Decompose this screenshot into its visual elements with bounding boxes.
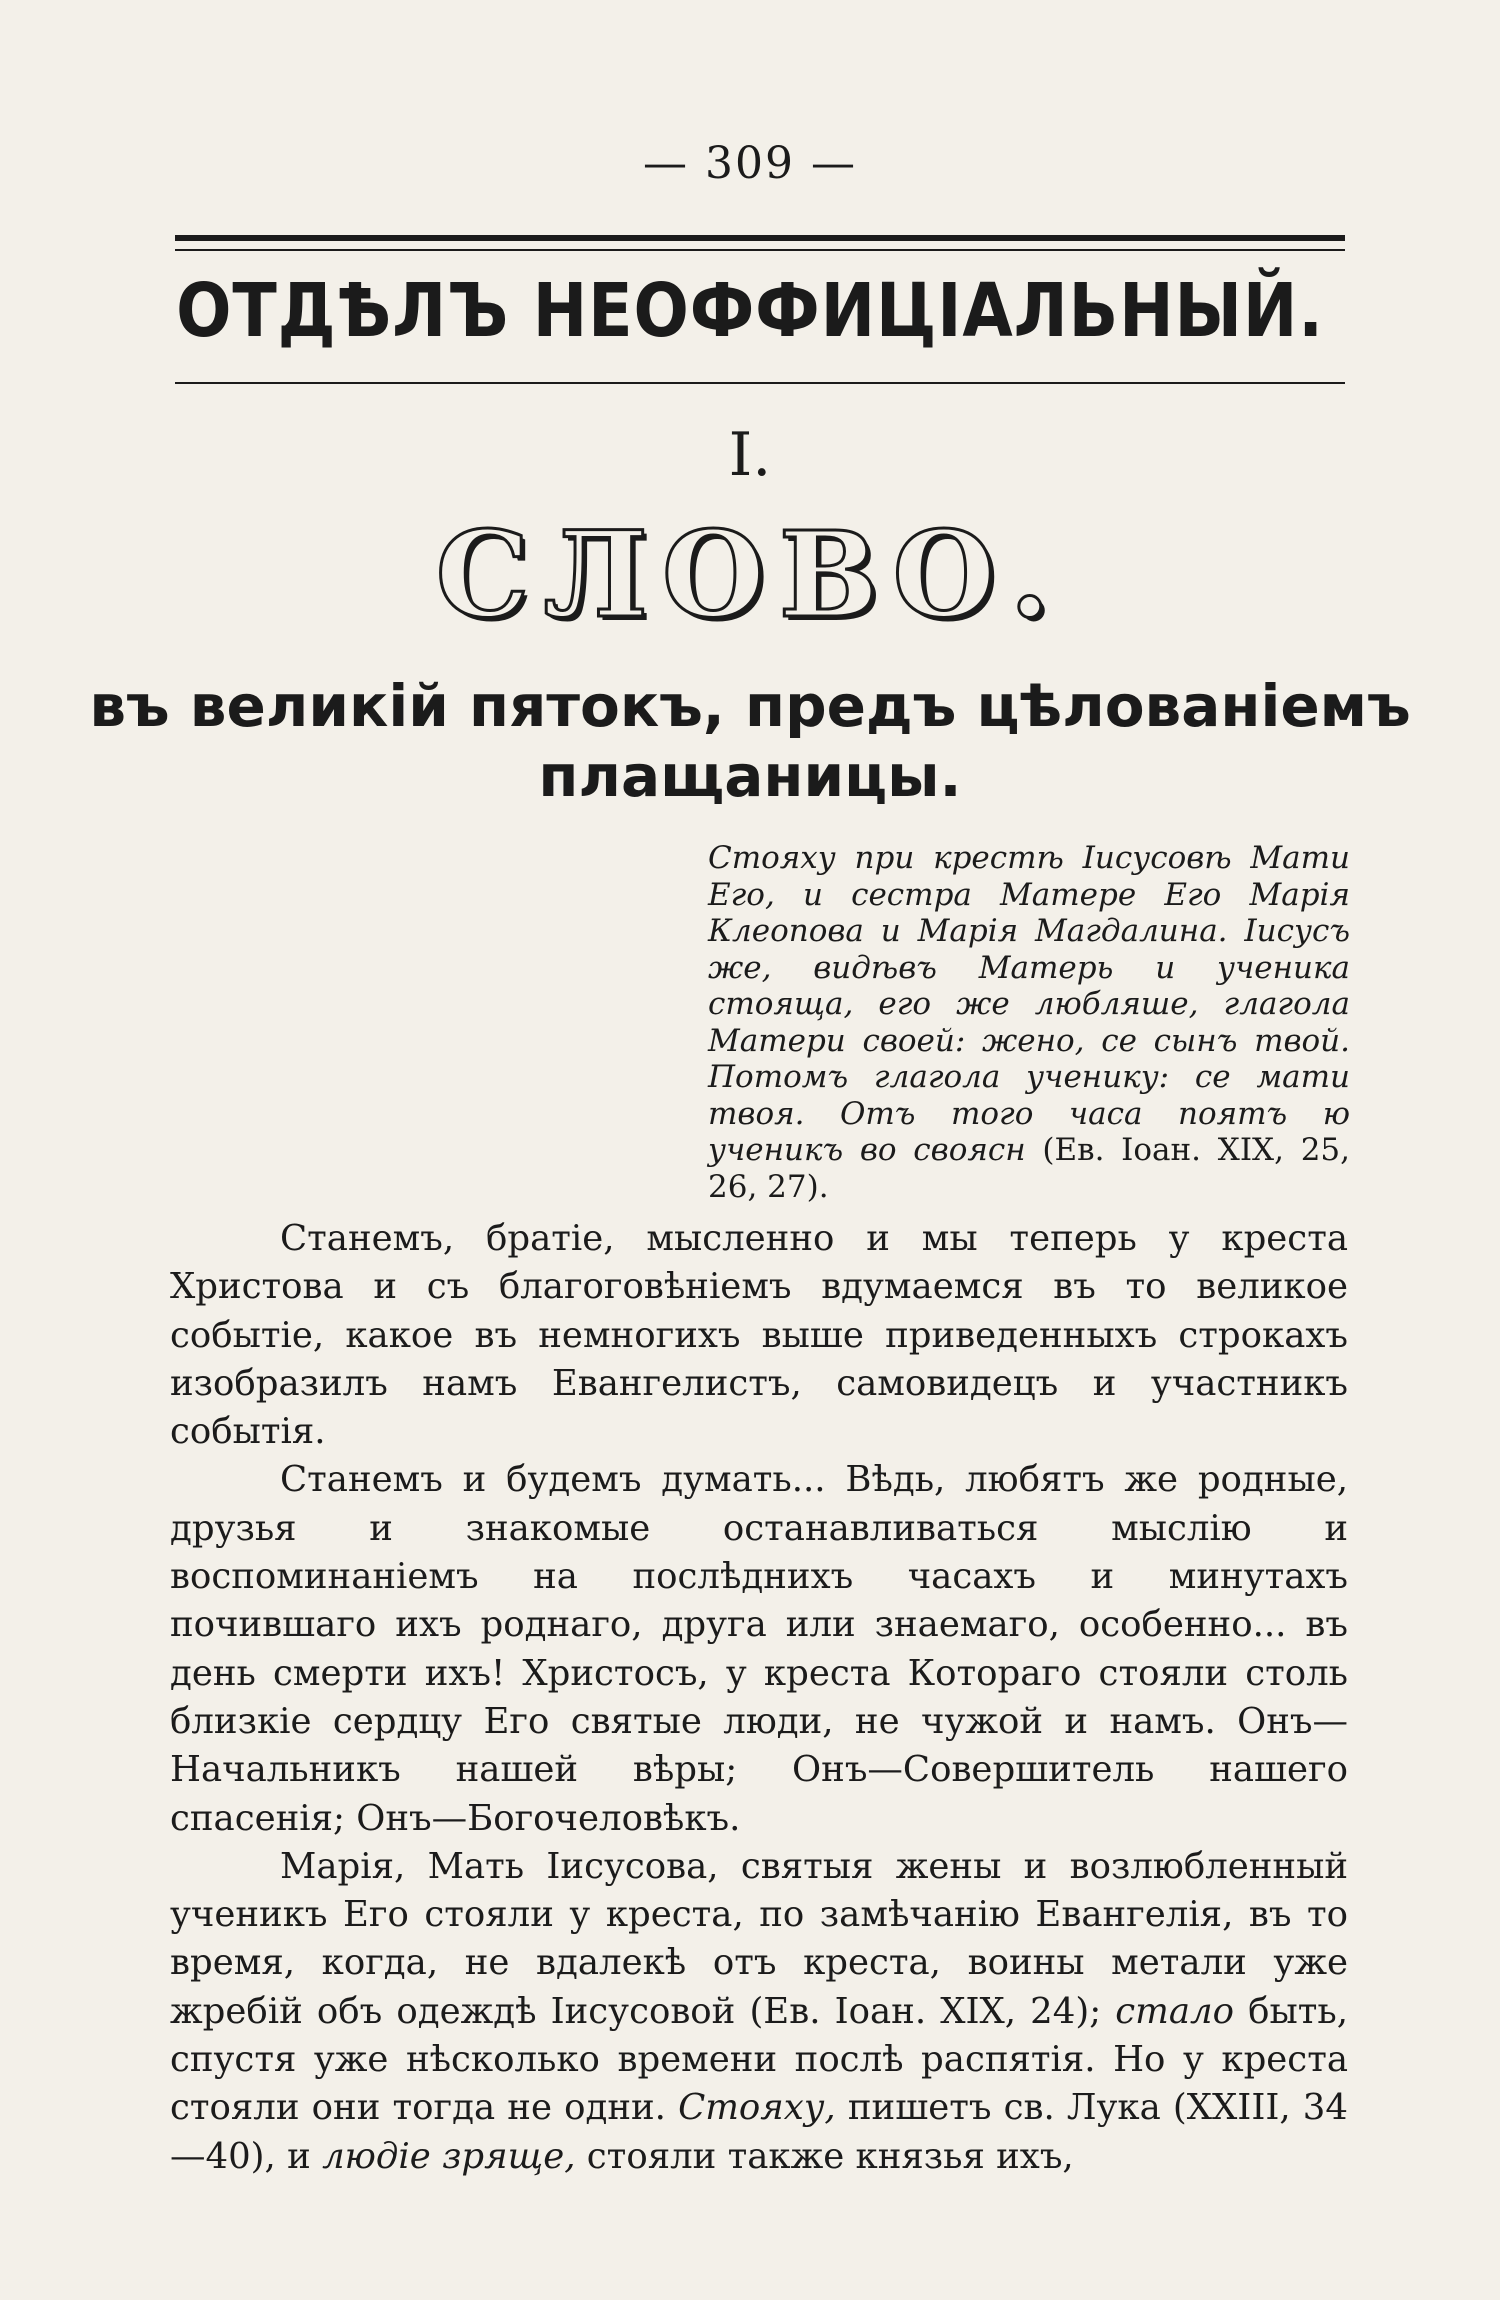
body-text [170,1215,1348,2181]
epigraph-reference: (Ев. Іоан. XIX, 25, 26, 27). [708,1132,1350,1205]
paragraph-3-italic-3: людіе зряще, [322,2135,576,2177]
paragraph-3-part-2: быть, спустя уже нѣсколько времени послѣ распятія. Но у креста стояли они тогда не одни. [170,1990,1348,2129]
paragraph-2: Станемъ и будемъ думать... Вѣдь, любятъ же родные, друзья и знакомые останавливаться мыслію и воспоминаніемъ на послѣднихъ часахъ и минутахъ почившаго ихъ роднаго, друга или знаемаго, особенно... въ день смерти ихъ! Христосъ, у креста Котораго стояли столь близкіе сердцу Его святые люди, не чужой и намъ. Онъ—Начальникъ нашей вѣры; Онъ—Совершитель нашего спасенія; Онъ—Богочеловѣкъ. [170,1459,1348,1839]
paragraph-3 [170,1843,1348,2181]
epigraph [708,840,1350,1205]
heading-bottom-rule [175,382,1345,384]
epigraph-text: Стояху при крестѣ Іисусовѣ Мати Его, и сестра Матере Его Марія Клеопова и Марія Магдалина. Іисусъ же, видѣвъ Матерь и ученика стояща, его же любляше, глагола Матери своей: жено, се сынъ твой. Потомъ глагола ученику: се мати твоя. Отъ того часа поятъ ю ученикъ во своясн [708,840,1350,1168]
paragraph-3-italic-2: Стояху, [678,2087,836,2129]
paragraph-3-part-4: стояли также князья ихъ, [586,2135,1074,2177]
article-title: СЛОВО. [435,505,1065,644]
paragraph-3-part-1: Марія, Мать Іисусова, святыя жены и возлюбленный ученикъ Его стояли у креста, по замѣчанію Евангелія, въ то время, когда, не вдалекѣ отъ креста, воины метали уже жребій объ одеждѣ Іисусовой (Ев. Іоан. XIX, 24); [170,1845,1348,2032]
top-rule-thick [175,235,1345,241]
section-heading: ОТДѢЛЪ НЕОФФИЦІАЛЬНЫЙ. [176,268,1324,354]
article-subtitle-line2: плащаницы. [538,742,962,810]
paragraph-3-italic-1: стало [1115,1990,1234,2032]
article-subtitle-line1: въ великій пятокъ, предъ цѣлованіемъ [89,672,1411,740]
page-number: — 309 — [643,138,857,189]
article-number: I. [728,420,772,490]
paragraph-1: Станемъ, братіе, мысленно и мы теперь у креста Христова и съ благоговѣніемъ вдумаемся въ то великое событіе, какое въ немногихъ выше приведенныхъ строкахъ изобразилъ намъ Евангелистъ, самовидецъ и участникъ событія. [170,1218,1348,1453]
paragraph-3-part-3: пишетъ св. Лука (XXIII, 34—40), и [170,2087,1348,2177]
top-rule-thin [175,249,1345,251]
